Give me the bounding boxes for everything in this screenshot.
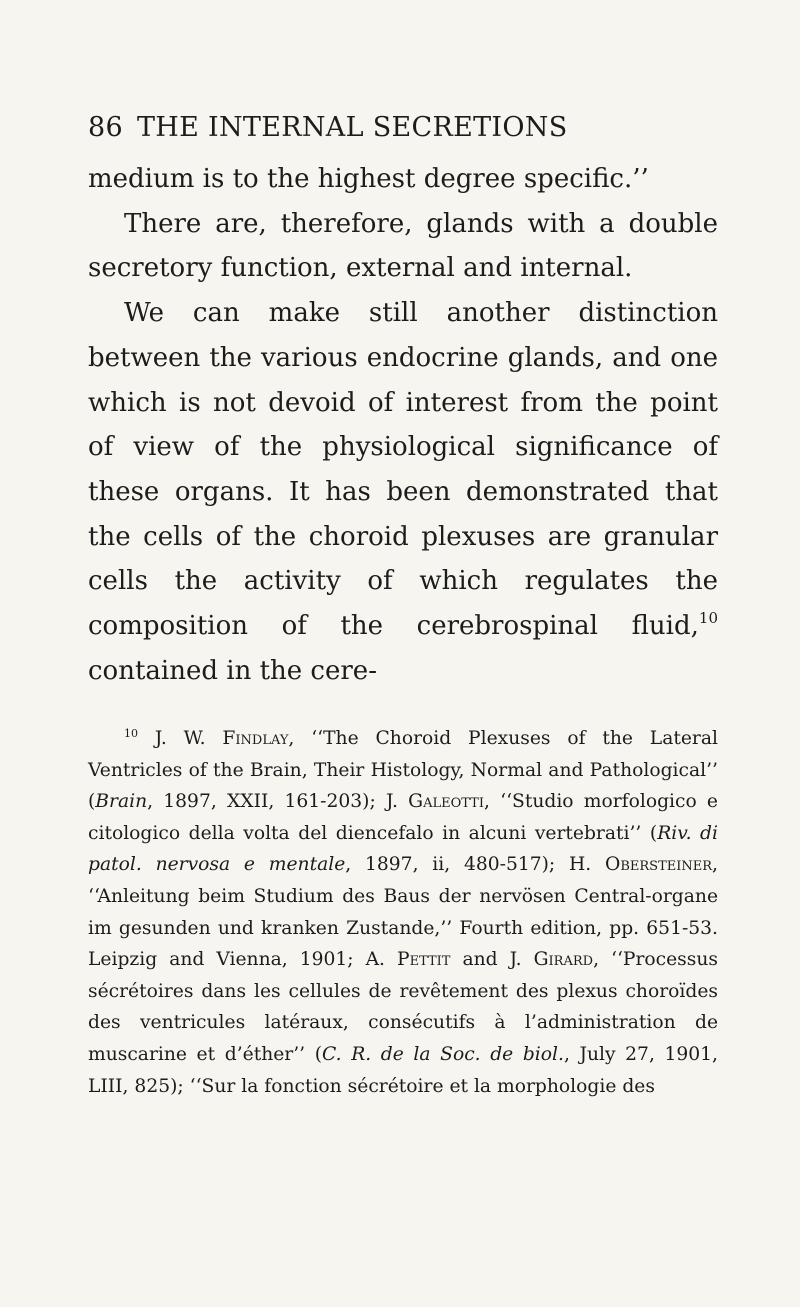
footnote-text: , 1897, XXII, 161-203); J.	[147, 791, 409, 813]
footnote-reference[interactable]: 10	[698, 609, 718, 628]
footnote-text: , ‘‘Processus sécrétoires dans les cellules de revêtement des plexus choroïdes des ventricules latéraux, consécutifs à l’administration de muscarine et d’éther’’ (	[88, 949, 718, 1065]
footnote-author: Girard	[533, 949, 594, 971]
footnote-text: and J.	[450, 949, 534, 971]
footnote-journal: C. R. de la Soc. de biol.	[322, 1043, 564, 1065]
book-page	[88, 0, 718, 1307]
footnote-text: , ‘‘The Choroid Plexuses of the Lateral Ventricles of the Brain, Their Histology, Normal and Pathological’’ (	[88, 728, 718, 813]
footnote-text: , ‘‘Studio morfologico e citologico della volta del diencefalo in alcuni vertebrati’’ (	[88, 791, 718, 844]
footnote-number: 10	[124, 727, 138, 740]
footnote-text: , ‘‘Anleitung beim Studium des Baus der nervösen Central-organe im gesunden und kranken Zustande,’’ Fourth edition, pp. 651-53. Leipzig and Vienna, 1901; A.	[88, 854, 718, 971]
paragraph-distinction-text: We can make still another distinction between the various endocrine glands, and one which is not devoid of interest from the point of view of the physiological significance of these organs. It has been demonstrated that the cells of the choroid plexuses are granular cells the activity of which regulates the composition of the cerebrospinal fluid,	[88, 298, 718, 642]
footnote-author: Galeotti	[408, 791, 484, 813]
running-title: THE INTERNAL SECRETIONS	[136, 112, 568, 143]
footnote-journal: Riv. di patol. nervosa e mentale	[88, 822, 718, 876]
footnote-author: Findlay	[222, 728, 289, 749]
page-number: 86	[88, 112, 123, 143]
body-text	[88, 157, 718, 693]
paragraph-distinction-tail: contained in the cere-	[88, 655, 377, 686]
footnote-author: Obersteiner	[605, 854, 713, 876]
footnote	[88, 723, 718, 1102]
footnote-text: , 1897, ii, 480-517); H.	[345, 854, 606, 876]
footnote-journal: Brain	[95, 791, 148, 813]
paragraph-distinction	[88, 291, 718, 693]
footnote-text: , July 27, 1901, LIII, 825); ‘‘Sur la fonction sécrétoire et la morphologie des	[88, 1043, 718, 1097]
footnote-text: J. W.	[138, 728, 223, 749]
paragraph-glands: There are, therefore, glands with a double secretory function, external and internal.	[88, 208, 718, 284]
footnote-author: Pettit	[397, 949, 451, 971]
paragraph-continuation: medium is to the highest degree specific.’’	[88, 164, 649, 194]
running-head	[88, 112, 718, 143]
